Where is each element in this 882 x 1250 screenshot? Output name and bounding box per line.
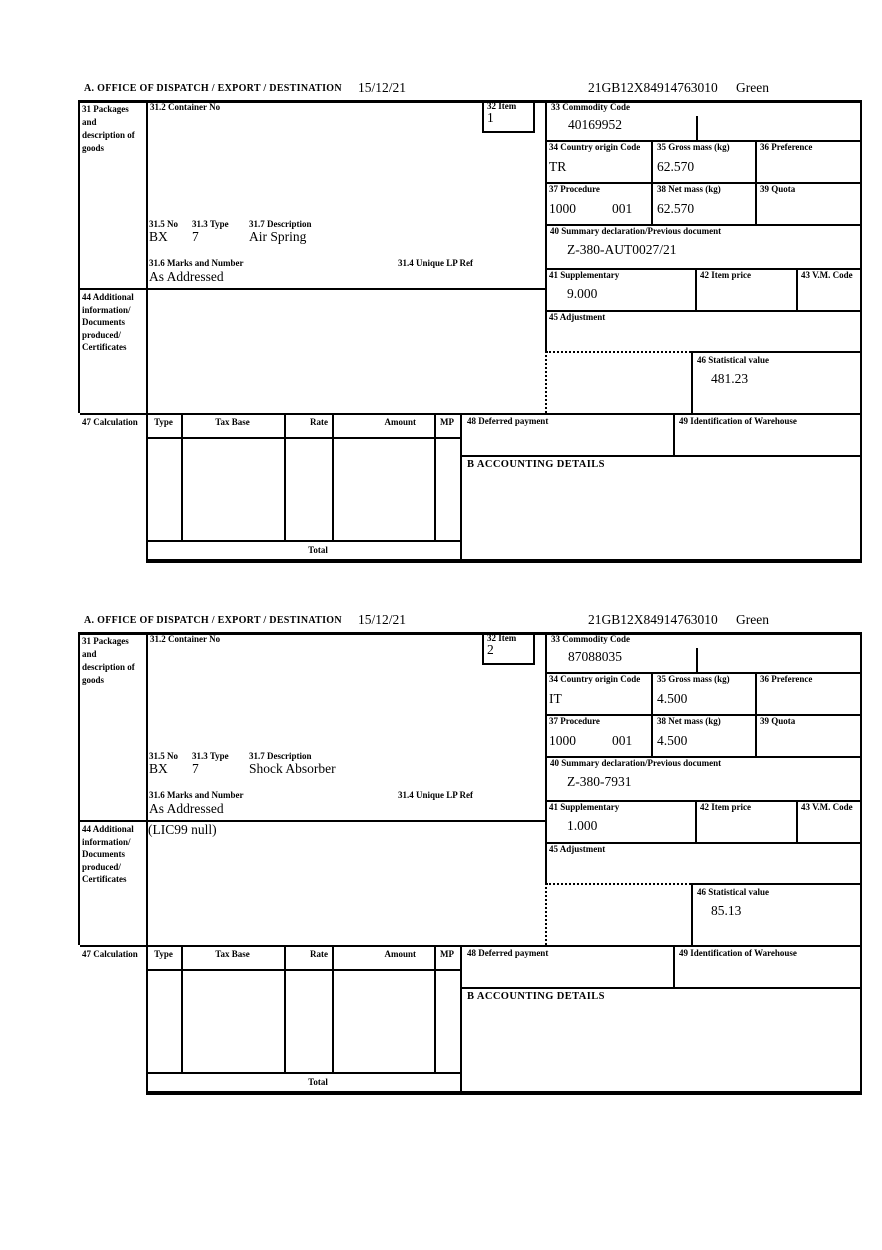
- accounting-details-label: B ACCOUNTING DETAILS: [467, 991, 605, 1002]
- commodity-code-field-separator: [696, 116, 698, 140]
- grid-line: [482, 632, 484, 665]
- procedure-label: 37 Procedure: [549, 184, 600, 194]
- grid-line: [78, 632, 80, 945]
- grid-line: [691, 883, 693, 945]
- supplementary-value: 9.000: [567, 286, 598, 301]
- grid-line: [146, 540, 462, 542]
- deferred-payment-label: 48 Deferred payment: [467, 948, 549, 958]
- grid-line: [482, 100, 484, 133]
- grid-line: [332, 413, 334, 542]
- office-of-dispatch-label: A. OFFICE OF DISPATCH / EXPORT / DESTINATION: [84, 83, 342, 94]
- statistical-value: 481.23: [711, 371, 749, 386]
- statistical-value: 85.13: [711, 903, 742, 918]
- package-no-value: BX: [149, 761, 168, 776]
- grid-line: [695, 268, 697, 312]
- column-header-amount: Amount: [384, 417, 416, 427]
- container-no-label: 31.2 Container No: [150, 102, 221, 112]
- column-header-rate: Rate: [310, 949, 328, 959]
- gross-mass-value: 4.500: [657, 691, 688, 706]
- declaration-date: 15/12/21: [358, 612, 407, 627]
- net-mass-label: 38 Net mass (kg): [657, 716, 721, 726]
- previous-document-value: Z-380-AUT0027/21: [567, 242, 677, 257]
- column-header-type: Type: [154, 417, 173, 427]
- column-header-type: Type: [154, 949, 173, 959]
- grid-line: [146, 1091, 862, 1095]
- dotted-divider: [546, 351, 691, 353]
- package-type-value: 7: [192, 229, 199, 244]
- grid-line: [146, 632, 148, 1093]
- grid-line: [695, 800, 697, 844]
- unique-lp-ref-label: 31.4 Unique LP Ref: [398, 258, 474, 268]
- total-label: Total: [308, 1077, 328, 1087]
- total-label: Total: [308, 545, 328, 555]
- goods-description-value: Shock Absorber: [249, 761, 336, 776]
- container-no-label: 31.2 Container No: [150, 634, 221, 644]
- previous-document-value: Z-380-7931: [567, 774, 632, 789]
- grid-line: [691, 351, 862, 353]
- item-number-value: 2: [487, 642, 494, 657]
- routing-status: Green: [736, 612, 769, 627]
- dotted-divider: [546, 883, 691, 885]
- supplementary-value: 1.000: [567, 818, 598, 833]
- marks-and-number-label: 31.6 Marks and Number: [149, 790, 244, 800]
- net-mass-value: 4.500: [657, 733, 688, 748]
- grid-line: [146, 1072, 462, 1074]
- grid-line: [78, 288, 546, 290]
- grid-line: [482, 663, 535, 665]
- warehouse-identification-label: 49 Identification of Warehouse: [679, 948, 797, 958]
- quota-label: 39 Quota: [760, 716, 796, 726]
- grid-line: [434, 413, 436, 542]
- accounting-details-label: B ACCOUNTING DETAILS: [467, 459, 605, 470]
- country-origin-label: 34 Country origin Code: [549, 674, 641, 684]
- grid-line: [332, 945, 334, 1074]
- supplementary-label: 41 Supplementary: [549, 802, 620, 812]
- item-label: 32 Item: [487, 633, 517, 643]
- movement-reference-number: 21GB12X84914763010: [588, 612, 718, 627]
- supplementary-label: 41 Supplementary: [549, 270, 620, 280]
- declaration-item-section: [0, 80, 882, 580]
- procedure-ext-value: 001: [612, 733, 633, 748]
- grid-line: [673, 945, 675, 989]
- country-origin-label: 34 Country origin Code: [549, 142, 641, 152]
- package-type-label: 31.3 Type: [192, 219, 229, 229]
- grid-line: [691, 883, 862, 885]
- column-header-tax-base: Tax Base: [215, 417, 250, 427]
- packages-description-label: 31 Packages and description of goods: [82, 104, 135, 153]
- calculation-label: 47 Calculation: [82, 949, 138, 959]
- preference-label: 36 Preference: [760, 142, 813, 152]
- adjustment-label: 45 Adjustment: [549, 844, 606, 854]
- grid-line: [78, 100, 80, 413]
- grid-line: [146, 969, 462, 971]
- procedure-value: 1000: [549, 201, 576, 216]
- net-mass-value: 62.570: [657, 201, 695, 216]
- grid-line: [533, 100, 535, 133]
- column-header-tax-base: Tax Base: [215, 949, 250, 959]
- grid-line: [651, 140, 653, 226]
- grid-line: [860, 632, 862, 1095]
- office-of-dispatch-label: A. OFFICE OF DISPATCH / EXPORT / DESTINATION: [84, 615, 342, 626]
- procedure-value: 1000: [549, 733, 576, 748]
- grid-line: [434, 945, 436, 1074]
- grid-line: [284, 945, 286, 1074]
- grid-line: [181, 413, 183, 542]
- grid-line: [533, 632, 535, 665]
- gross-mass-label: 35 Gross mass (kg): [657, 674, 730, 684]
- marks-and-number-value: As Addressed: [149, 269, 224, 284]
- quota-label: 39 Quota: [760, 184, 796, 194]
- item-label: 32 Item: [487, 101, 517, 111]
- summary-declaration-label: 40 Summary declaration/Previous document: [550, 758, 722, 768]
- goods-description-value: Air Spring: [249, 229, 307, 244]
- commodity-code-field-separator: [696, 648, 698, 672]
- grid-line: [460, 413, 462, 559]
- grid-line: [80, 945, 862, 947]
- grid-line: [181, 945, 183, 1074]
- item-price-label: 42 Item price: [700, 270, 751, 280]
- gross-mass-value: 62.570: [657, 159, 695, 174]
- marks-and-number-label: 31.6 Marks and Number: [149, 258, 244, 268]
- grid-line: [146, 100, 148, 561]
- calculation-label: 47 Calculation: [82, 417, 138, 427]
- gross-mass-label: 35 Gross mass (kg): [657, 142, 730, 152]
- grid-line: [482, 131, 535, 133]
- commodity-code-value: 40169952: [568, 117, 622, 132]
- vm-code-label: 43 V.M. Code: [801, 802, 853, 812]
- preference-label: 36 Preference: [760, 674, 813, 684]
- grid-line: [673, 413, 675, 457]
- description-label: 31.7 Description: [249, 219, 312, 229]
- warehouse-identification-label: 49 Identification of Warehouse: [679, 416, 797, 426]
- additional-information-value: (LIC99 null): [148, 822, 217, 837]
- unique-lp-ref-label: 31.4 Unique LP Ref: [398, 790, 474, 800]
- grid-line: [284, 413, 286, 542]
- procedure-label: 37 Procedure: [549, 716, 600, 726]
- country-origin-value: IT: [549, 691, 562, 706]
- grid-line: [651, 672, 653, 758]
- dotted-divider: [545, 883, 547, 945]
- commodity-code-label: 33 Commodity Code: [551, 634, 630, 644]
- statistical-value-label: 46 Statistical value: [697, 355, 769, 365]
- statistical-value-label: 46 Statistical value: [697, 887, 769, 897]
- vm-code-label: 43 V.M. Code: [801, 270, 853, 280]
- movement-reference-number: 21GB12X84914763010: [588, 80, 718, 95]
- description-label: 31.7 Description: [249, 751, 312, 761]
- commodity-code-value: 87088035: [568, 649, 622, 664]
- adjustment-label: 45 Adjustment: [549, 312, 606, 322]
- column-header-mp: MP: [440, 417, 454, 427]
- additional-information-label: 44 Additional information/ Documents produced/ Certificates: [82, 292, 134, 352]
- column-header-rate: Rate: [310, 417, 328, 427]
- package-no-label: 31.5 No: [149, 751, 178, 761]
- grid-line: [146, 437, 462, 439]
- additional-information-label: 44 Additional information/ Documents produced/ Certificates: [82, 824, 134, 884]
- net-mass-label: 38 Net mass (kg): [657, 184, 721, 194]
- grid-line: [460, 987, 862, 989]
- column-header-mp: MP: [440, 949, 454, 959]
- grid-line: [755, 672, 757, 758]
- grid-line: [860, 100, 862, 563]
- dotted-divider: [545, 351, 547, 413]
- routing-status: Green: [736, 80, 769, 95]
- package-type-value: 7: [192, 761, 199, 776]
- grid-line: [146, 559, 862, 563]
- item-price-label: 42 Item price: [700, 802, 751, 812]
- summary-declaration-label: 40 Summary declaration/Previous document: [550, 226, 722, 236]
- procedure-ext-value: 001: [612, 201, 633, 216]
- grid-line: [460, 945, 462, 1091]
- commodity-code-label: 33 Commodity Code: [551, 102, 630, 112]
- grid-line: [691, 351, 693, 413]
- deferred-payment-label: 48 Deferred payment: [467, 416, 549, 426]
- declaration-item-section: [0, 612, 882, 1112]
- package-type-label: 31.3 Type: [192, 751, 229, 761]
- grid-line: [755, 140, 757, 226]
- package-no-label: 31.5 No: [149, 219, 178, 229]
- declaration-date: 15/12/21: [358, 80, 407, 95]
- country-origin-value: TR: [549, 159, 567, 174]
- item-number-value: 1: [487, 110, 494, 125]
- grid-line: [796, 268, 798, 312]
- marks-and-number-value: As Addressed: [149, 801, 224, 816]
- grid-line: [80, 413, 862, 415]
- packages-description-label: 31 Packages and description of goods: [82, 636, 135, 685]
- column-header-amount: Amount: [384, 949, 416, 959]
- package-no-value: BX: [149, 229, 168, 244]
- grid-line: [460, 455, 862, 457]
- grid-line: [796, 800, 798, 844]
